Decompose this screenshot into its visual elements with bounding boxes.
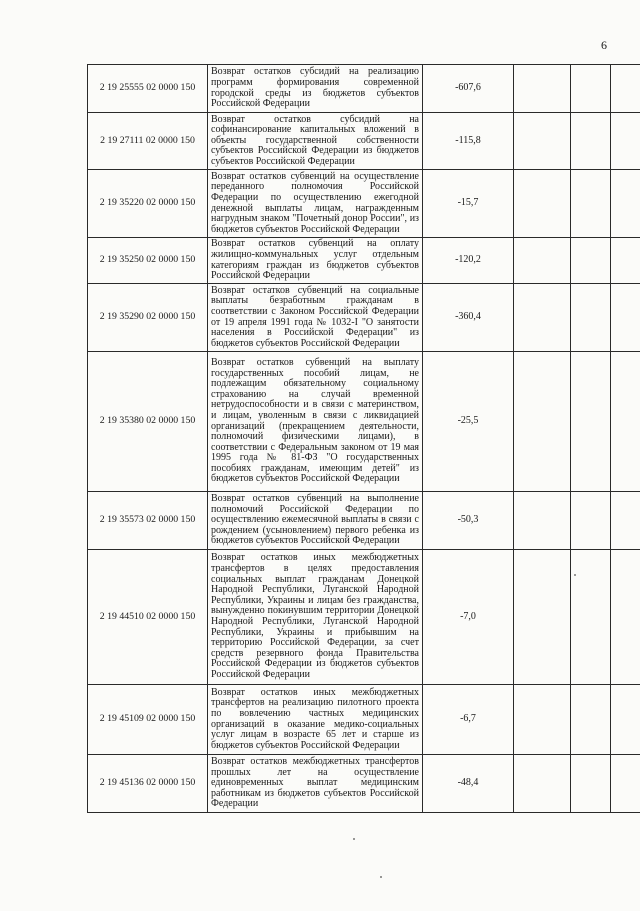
empty-cell	[611, 492, 640, 550]
amount-cell: -360,4	[423, 284, 514, 352]
empty-cell	[571, 170, 611, 238]
description-cell: Возврат остатков субвенций на выплату государственных пособий лицам, не подлежащим обязательному социальному страхованию на случай временной нетрудоспособности и в связи с материнством, и лицам, уволенным в связи с ликвидацией организаций (прекращением деятельности, полномочий физическими лицами), в соответствии с Федеральным законом от 19 мая 1995 года № 81-ФЗ "О государственных пособиях гражданам, имеющим детей" из бюджетов субъектов Российской Федерации	[208, 352, 423, 492]
empty-cell	[514, 65, 571, 113]
table-row	[88, 550, 640, 685]
empty-cell	[571, 65, 611, 113]
amount-cell: -6,7	[423, 685, 514, 755]
description-cell: Возврат остатков субсидий на софинансирование капитальных вложений в объекты государственной собственности субъектов Российской Федерации из бюджетов субъектов Российской Федерации	[208, 113, 423, 170]
table-row	[88, 352, 640, 492]
empty-cell	[611, 170, 640, 238]
empty-cell	[571, 550, 611, 685]
empty-cell	[514, 284, 571, 352]
description-cell: Возврат остатков субвенций на осуществление переданного полномочия Российской Федерации по осуществлению ежегодной денежной выплаты лицам, награжденным нагрудным знаком "Почетный донор России", из бюджетов субъектов Российской Федерации	[208, 170, 423, 238]
amount-cell: -25,5	[423, 352, 514, 492]
empty-cell	[571, 238, 611, 284]
amount-cell: -7,0	[423, 550, 514, 685]
amount-cell: -50,3	[423, 492, 514, 550]
empty-cell	[514, 352, 571, 492]
empty-cell	[571, 755, 611, 813]
empty-cell	[571, 113, 611, 170]
empty-cell	[611, 352, 640, 492]
empty-cell	[514, 550, 571, 685]
budget-code-cell: 2 19 35573 02 0000 150	[88, 492, 208, 550]
empty-cell	[611, 284, 640, 352]
empty-cell	[571, 352, 611, 492]
empty-cell	[514, 755, 571, 813]
empty-cell	[611, 238, 640, 284]
amount-cell: -607,6	[423, 65, 514, 113]
amount-cell: -15,7	[423, 170, 514, 238]
table-row	[88, 113, 640, 170]
empty-cell	[514, 492, 571, 550]
budget-code-cell: 2 19 35250 02 0000 150	[88, 238, 208, 284]
empty-cell	[514, 238, 571, 284]
empty-cell	[514, 685, 571, 755]
budget-code-cell: 2 19 35290 02 0000 150	[88, 284, 208, 352]
empty-cell	[611, 113, 640, 170]
empty-cell	[611, 550, 640, 685]
amount-cell: -48,4	[423, 755, 514, 813]
description-cell: Возврат остатков иных межбюджетных трансфертов в целях предоставления социальных выплат гражданам Донецкой Народной Республики, Луганской Народной Республики, Украины и лицам без гражданства, вынужденно покинувшим территории Донецкой Народной Республики, Луганской Народной Республики, Украины и прибывшим на территорию Российской Федерации, за счет средств резервного фонда Правительства Российской Федерации из бюджетов субъектов Российской Федерации	[208, 550, 423, 685]
table-row	[88, 685, 640, 755]
empty-cell	[571, 284, 611, 352]
amount-cell: -120,2	[423, 238, 514, 284]
empty-cell	[571, 492, 611, 550]
table-row	[88, 65, 640, 113]
description-cell: Возврат остатков субвенций на социальные выплаты безработным гражданам в соответствии с Законом Российской Федерации от 19 апреля 1991 года № 1032-I "О занятости населения в Российской Федерации" из бюджетов субъектов Российской Федерации	[208, 284, 423, 352]
page-number: 6	[601, 38, 607, 52]
description-cell: Возврат остатков субвенций на выполнение полномочий Российской Федерации по осуществлению ежемесячной выплаты в связи с рождением (усыновлением) первого ребенка из бюджетов субъектов Российской Федерации	[208, 492, 423, 550]
scan-speck	[574, 574, 576, 576]
budget-code-cell: 2 19 45136 02 0000 150	[88, 755, 208, 813]
table-row	[88, 492, 640, 550]
amount-cell: -115,8	[423, 113, 514, 170]
table-row	[88, 170, 640, 238]
budget-code-cell: 2 19 44510 02 0000 150	[88, 550, 208, 685]
scan-speck	[353, 838, 355, 840]
table-row	[88, 755, 640, 813]
budget-code-cell: 2 19 27111 02 0000 150	[88, 113, 208, 170]
description-cell: Возврат остатков субсидий на реализацию программ формирования современной городской среды из бюджетов субъектов Российской Федерации	[208, 65, 423, 113]
scan-speck	[380, 876, 382, 878]
budget-code-cell: 2 19 35220 02 0000 150	[88, 170, 208, 238]
empty-cell	[611, 685, 640, 755]
empty-cell	[611, 755, 640, 813]
table-row	[88, 284, 640, 352]
description-cell: Возврат остатков субвенций на оплату жилищно-коммунальных услуг отдельным категориям граждан из бюджетов субъектов Российской Федерации	[208, 238, 423, 284]
empty-cell	[514, 113, 571, 170]
empty-cell	[514, 170, 571, 238]
empty-cell	[611, 65, 640, 113]
budget-table	[87, 64, 640, 813]
table-row	[88, 238, 640, 284]
budget-code-cell: 2 19 45109 02 0000 150	[88, 685, 208, 755]
description-cell: Возврат остатков межбюджетных трансфертов прошлых лет на осуществление единовременных выплат медицинским работникам из бюджетов субъектов Российской Федерации	[208, 755, 423, 813]
budget-code-cell: 2 19 35380 02 0000 150	[88, 352, 208, 492]
description-cell: Возврат остатков иных межбюджетных трансфертов на реализацию пилотного проекта по вовлечению частных медицинских организаций в оказание медико-социальных услуг лицам в возрасте 65 лет и старше из бюджетов субъектов Российской Федерации	[208, 685, 423, 755]
budget-code-cell: 2 19 25555 02 0000 150	[88, 65, 208, 113]
empty-cell	[571, 685, 611, 755]
